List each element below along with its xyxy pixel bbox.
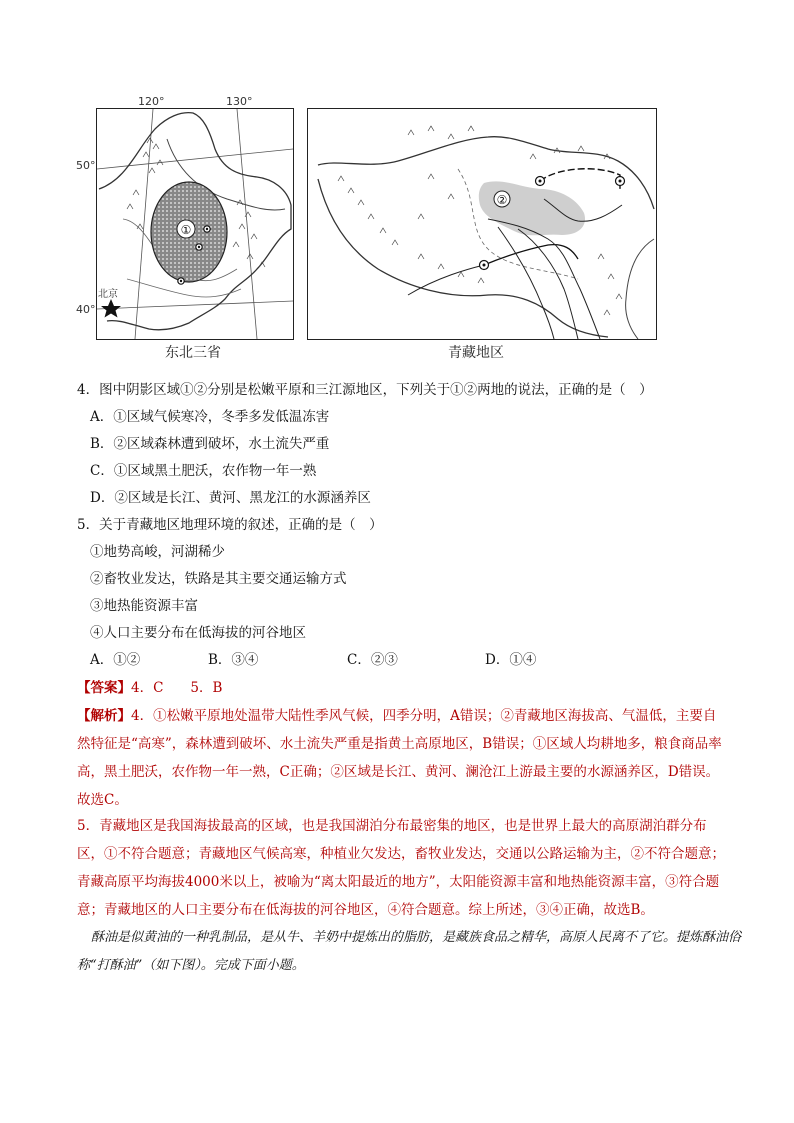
q5-choice-d: D．①④ [485, 652, 537, 668]
q4-option-d: D．②区域是长江、黄河、黑龙江的水源涵养区 [90, 490, 371, 506]
next-question-intro: 酥油是似黄油的一种乳制品，是从牛、羊奶中提炼出的脂肪，是藏族食品之精华，高原人民离不了它。提炼酥油俗称“打酥油”（如下图）。完成下面小题。 [77, 930, 742, 973]
q5-item-3: ③地热能资源丰富 [90, 598, 198, 614]
analysis-q4 [77, 702, 727, 814]
answer-label: 【答案】 [77, 680, 131, 696]
q4-option-b: B．②区域森林遭到破坏，水土流失严重 [90, 436, 330, 452]
q5-item-4: ④人口主要分布在低海拔的河谷地区 [90, 625, 306, 641]
region-2-marker: ② [496, 193, 508, 207]
analysis-q5-text: 5．青藏地区是我国海拔最高的区域，也是我国湖泊分布最密集的地区，也是世界上最大的高原湖泊群分布区，①不符合题意；青藏地区气候高寒，种植业欠发达，畜牧业发达，交通以公路运输为主，②不符合题意；青藏高原平均海拔4000米以上，被喻为“离太阳最近的地方”，太阳能资源丰富和地热能资源丰富，③符合题意；青藏地区的人口主要分布在低海拔的河谷地区，④符合题意。综上所述，③④正确，故选B。 [77, 818, 725, 918]
northeast-china-map [96, 108, 294, 340]
analysis-label: 【解析】 [77, 708, 131, 724]
q4-stem: 4．图中阴影区域①②分别是松嫩平原和三江源地区，下列关于①②两地的说法，正确的是（ ） [77, 382, 653, 398]
latitude-label-40: 40° [76, 303, 96, 316]
latitude-label-50: 50° [76, 159, 96, 172]
q5-item-2: ②畜牧业发达，铁路是其主要交通运输方式 [90, 571, 347, 587]
longitude-label-120: 120° [138, 95, 165, 108]
qinghai-tibet-map [307, 108, 657, 340]
q5-item-1: ①地势高峻，河湖稀少 [90, 544, 225, 560]
longitude-label-130: 130° [226, 95, 253, 108]
q5-stem: 5．关于青藏地区地理环境的叙述，正确的是（ ） [77, 517, 383, 533]
q5-choice-a: A．①② [90, 652, 141, 668]
q5-choice-c: C．②③ [347, 652, 398, 668]
beijing-label: 北京 [98, 289, 118, 300]
analysis-q4-text: 4．①松嫩平原地处温带大陆性季风气候，四季分明，A错误；②青藏地区海拔高、气温低，主要自然特征是“高寒”，森林遭到破坏、水土流失严重是指黄土高原地区，B错误；①区域人均耕地多，粮食商品率高，黑土肥沃，农作物一年一熟，C正确；②区域是长江、黄河、澜沧江上游最主要的水源涵养区，D错误。故选C。 [77, 708, 722, 808]
q4-option-c: C．①区域黑土肥沃，农作物一年一熟 [90, 463, 317, 479]
q4-option-a: A．①区域气候寒冷，冬季多发低温冻害 [90, 409, 330, 425]
answer-text: 4．C 5．B [131, 680, 223, 696]
region-1-marker: ① [180, 223, 192, 237]
qinghai-tibet-map-caption: 青藏地区 [448, 345, 504, 361]
answer-line [77, 679, 222, 697]
q5-choice-b: B．③④ [208, 652, 259, 668]
northeast-map-caption: 东北三省 [165, 345, 221, 361]
